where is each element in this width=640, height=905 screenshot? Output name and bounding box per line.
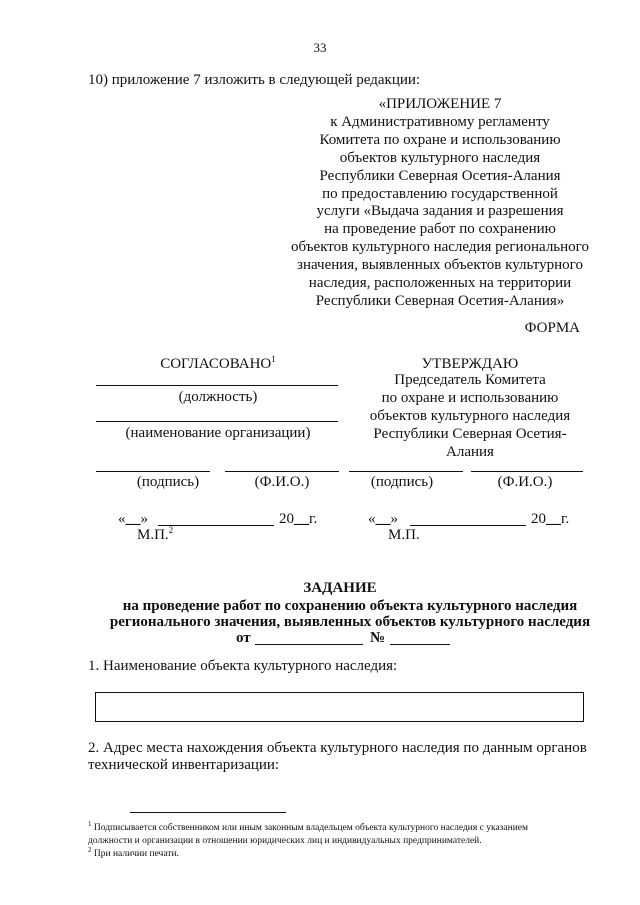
approver-line: Республики Северная Осетия- bbox=[373, 425, 567, 442]
task-date-label: от bbox=[236, 630, 251, 646]
item2-label-line1: 2. Адрес места нахождения объекта культурного наследия по данным органов bbox=[88, 740, 587, 756]
left-signature-line bbox=[96, 471, 210, 472]
footnote-separator bbox=[130, 812, 286, 813]
appendix-header bbox=[278, 96, 602, 311]
appendix-line: на проведение работ по сохранению bbox=[324, 221, 556, 238]
object-name-field[interactable] bbox=[95, 692, 584, 722]
footnote-1-continued: должности и организации в отношении юридических лиц и индивидуальных предпринимателей. bbox=[88, 836, 482, 846]
task-date-field[interactable] bbox=[255, 644, 363, 645]
appendix-line: услуги «Выдача задания и разрешения bbox=[316, 203, 564, 220]
appendix-line: по предоставлению государственной bbox=[322, 185, 558, 202]
appendix-line: объектов культурного наследия bbox=[339, 149, 541, 166]
left-fio-line bbox=[225, 471, 339, 472]
left-month-line bbox=[158, 525, 274, 526]
amendment-intro: 10) приложение 7 изложить в следующей редакции: bbox=[88, 72, 421, 88]
task-number-label: № bbox=[370, 630, 386, 646]
footnote-ref-1: 1 bbox=[271, 354, 276, 364]
page-number: 33 bbox=[313, 40, 327, 55]
right-stamp-label: М.П. bbox=[388, 527, 420, 543]
appendix-line: Республики Северная Осетия-Алания» bbox=[315, 292, 565, 309]
right-fio-line bbox=[471, 471, 583, 472]
item1-label: 1. Наименование объекта культурного наследия: bbox=[88, 658, 398, 674]
right-year: 20__г. bbox=[531, 511, 570, 527]
approval-approved-title: УТВЕРЖДАЮ bbox=[421, 356, 519, 372]
appendix-line: Комитета по охране и использованию bbox=[319, 131, 561, 148]
form-label: ФОРМА bbox=[524, 320, 580, 336]
appendix-line: наследия, расположенных на территории bbox=[308, 275, 572, 292]
task-title: ЗАДАНИЕ bbox=[303, 580, 377, 596]
left-year: 20__г. bbox=[279, 511, 318, 527]
approver-line: Алания bbox=[446, 443, 494, 460]
appendix-line: к Административному регламенту bbox=[330, 113, 550, 130]
appendix-line: Республики Северная Осетия-Алания bbox=[319, 167, 561, 184]
right-signature-caption: (подпись) bbox=[370, 474, 434, 490]
left-fio-caption: (Ф.И.О.) bbox=[254, 474, 310, 490]
organization-line bbox=[96, 421, 338, 422]
approver-line: по охране и использованию bbox=[381, 389, 559, 406]
approver-line: объектов культурного наследия bbox=[369, 407, 571, 424]
right-fio-caption: (Ф.И.О.) bbox=[497, 474, 553, 490]
footnote-1: $^1$ Подписывается собственником или иным законным владельцем объекта культурного наследия с указанием bbox=[88, 819, 529, 833]
position-caption: (должность) bbox=[178, 389, 258, 405]
position-line bbox=[96, 385, 338, 386]
left-date: «__» bbox=[118, 511, 148, 527]
left-stamp-label: М.П.$^2$ bbox=[137, 525, 174, 543]
left-signature-caption: (подпись) bbox=[136, 474, 200, 490]
approval-agreed-title: СОГЛАСОВАНО$^1$ bbox=[160, 354, 276, 372]
task-subtitle-line2: регионального значения, выявленных объектов культурного наследия bbox=[109, 614, 591, 630]
appendix-line: «ПРИЛОЖЕНИЕ 7 bbox=[378, 96, 502, 112]
right-month-line bbox=[410, 525, 526, 526]
footnote-2: $^2$ При наличии печати. bbox=[88, 845, 179, 859]
right-date: «__» bbox=[368, 511, 398, 527]
task-number-field[interactable] bbox=[390, 644, 450, 645]
approver-position bbox=[350, 372, 590, 462]
right-signature-line bbox=[349, 471, 463, 472]
approver-line: Председатель Комитета bbox=[394, 372, 546, 388]
task-subtitle-line1: на проведение работ по сохранению объекта культурного наследия bbox=[122, 598, 578, 614]
footnote-ref-2: 2 bbox=[168, 525, 174, 535]
appendix-line: объектов культурного наследия регионального bbox=[291, 239, 589, 256]
item2-label-line2: технической инвентаризации: bbox=[88, 757, 280, 773]
appendix-line: значения, выявленных объектов культурного bbox=[297, 257, 583, 274]
organization-caption: (наименование организации) bbox=[125, 425, 311, 441]
